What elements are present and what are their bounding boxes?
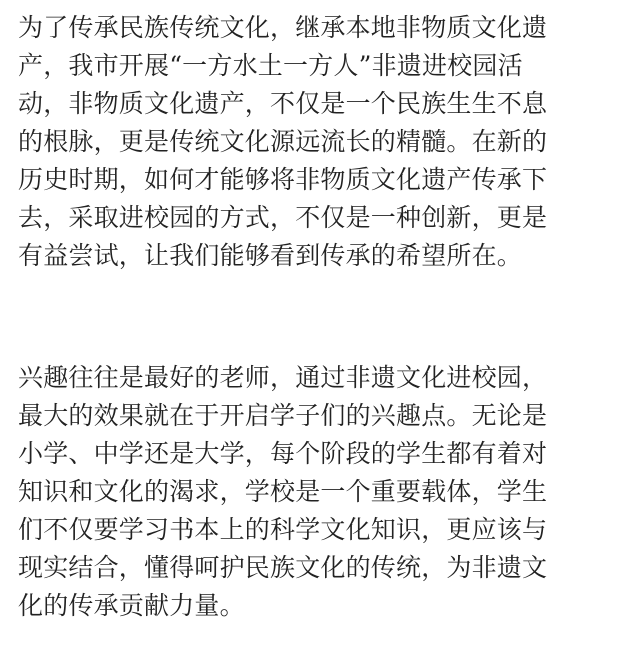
text-line: 动，非物质文化遗产，不仅是一个民族生生不息	[18, 89, 548, 118]
text-line: 最大的效果就在于开启学子们的兴趣点。无论是	[18, 401, 548, 430]
text-line: 化的传承贡献力量。	[18, 591, 245, 620]
text-line: 们不仅要学习书本上的科学文化知识，更应该与	[18, 515, 548, 544]
paragraph-interest-teacher	[18, 359, 628, 625]
text-line: 去，采取进校园的方式，不仅是一种创新，更是	[18, 203, 548, 232]
text-line: 有益尝试，让我们能够看到传承的希望所在。	[18, 241, 523, 270]
text-line: 为了传承民族传统文化，继承本地非物质文化遗	[18, 13, 548, 42]
text-line: 知识和文化的渴求，学校是一个重要载体，学生	[18, 477, 548, 506]
text-line: 历史时期，如何才能够将非物质文化遗产传承下	[18, 165, 548, 194]
text-line: 兴趣往往是最好的老师，通过非遗文化进校园，	[18, 363, 548, 392]
text-line: 现实结合，懂得呵护民族文化的传统，为非遗文	[18, 553, 548, 582]
text-line: 小学、中学还是大学，每个阶段的学生都有着对	[18, 439, 548, 468]
text-line: 产，我市开展“一方水土一方人”非遗进校园活	[18, 51, 523, 80]
text-line: 的根脉，更是传统文化源远流长的精髓。在新的	[18, 127, 548, 156]
paragraph-heritage-intro	[18, 9, 628, 275]
